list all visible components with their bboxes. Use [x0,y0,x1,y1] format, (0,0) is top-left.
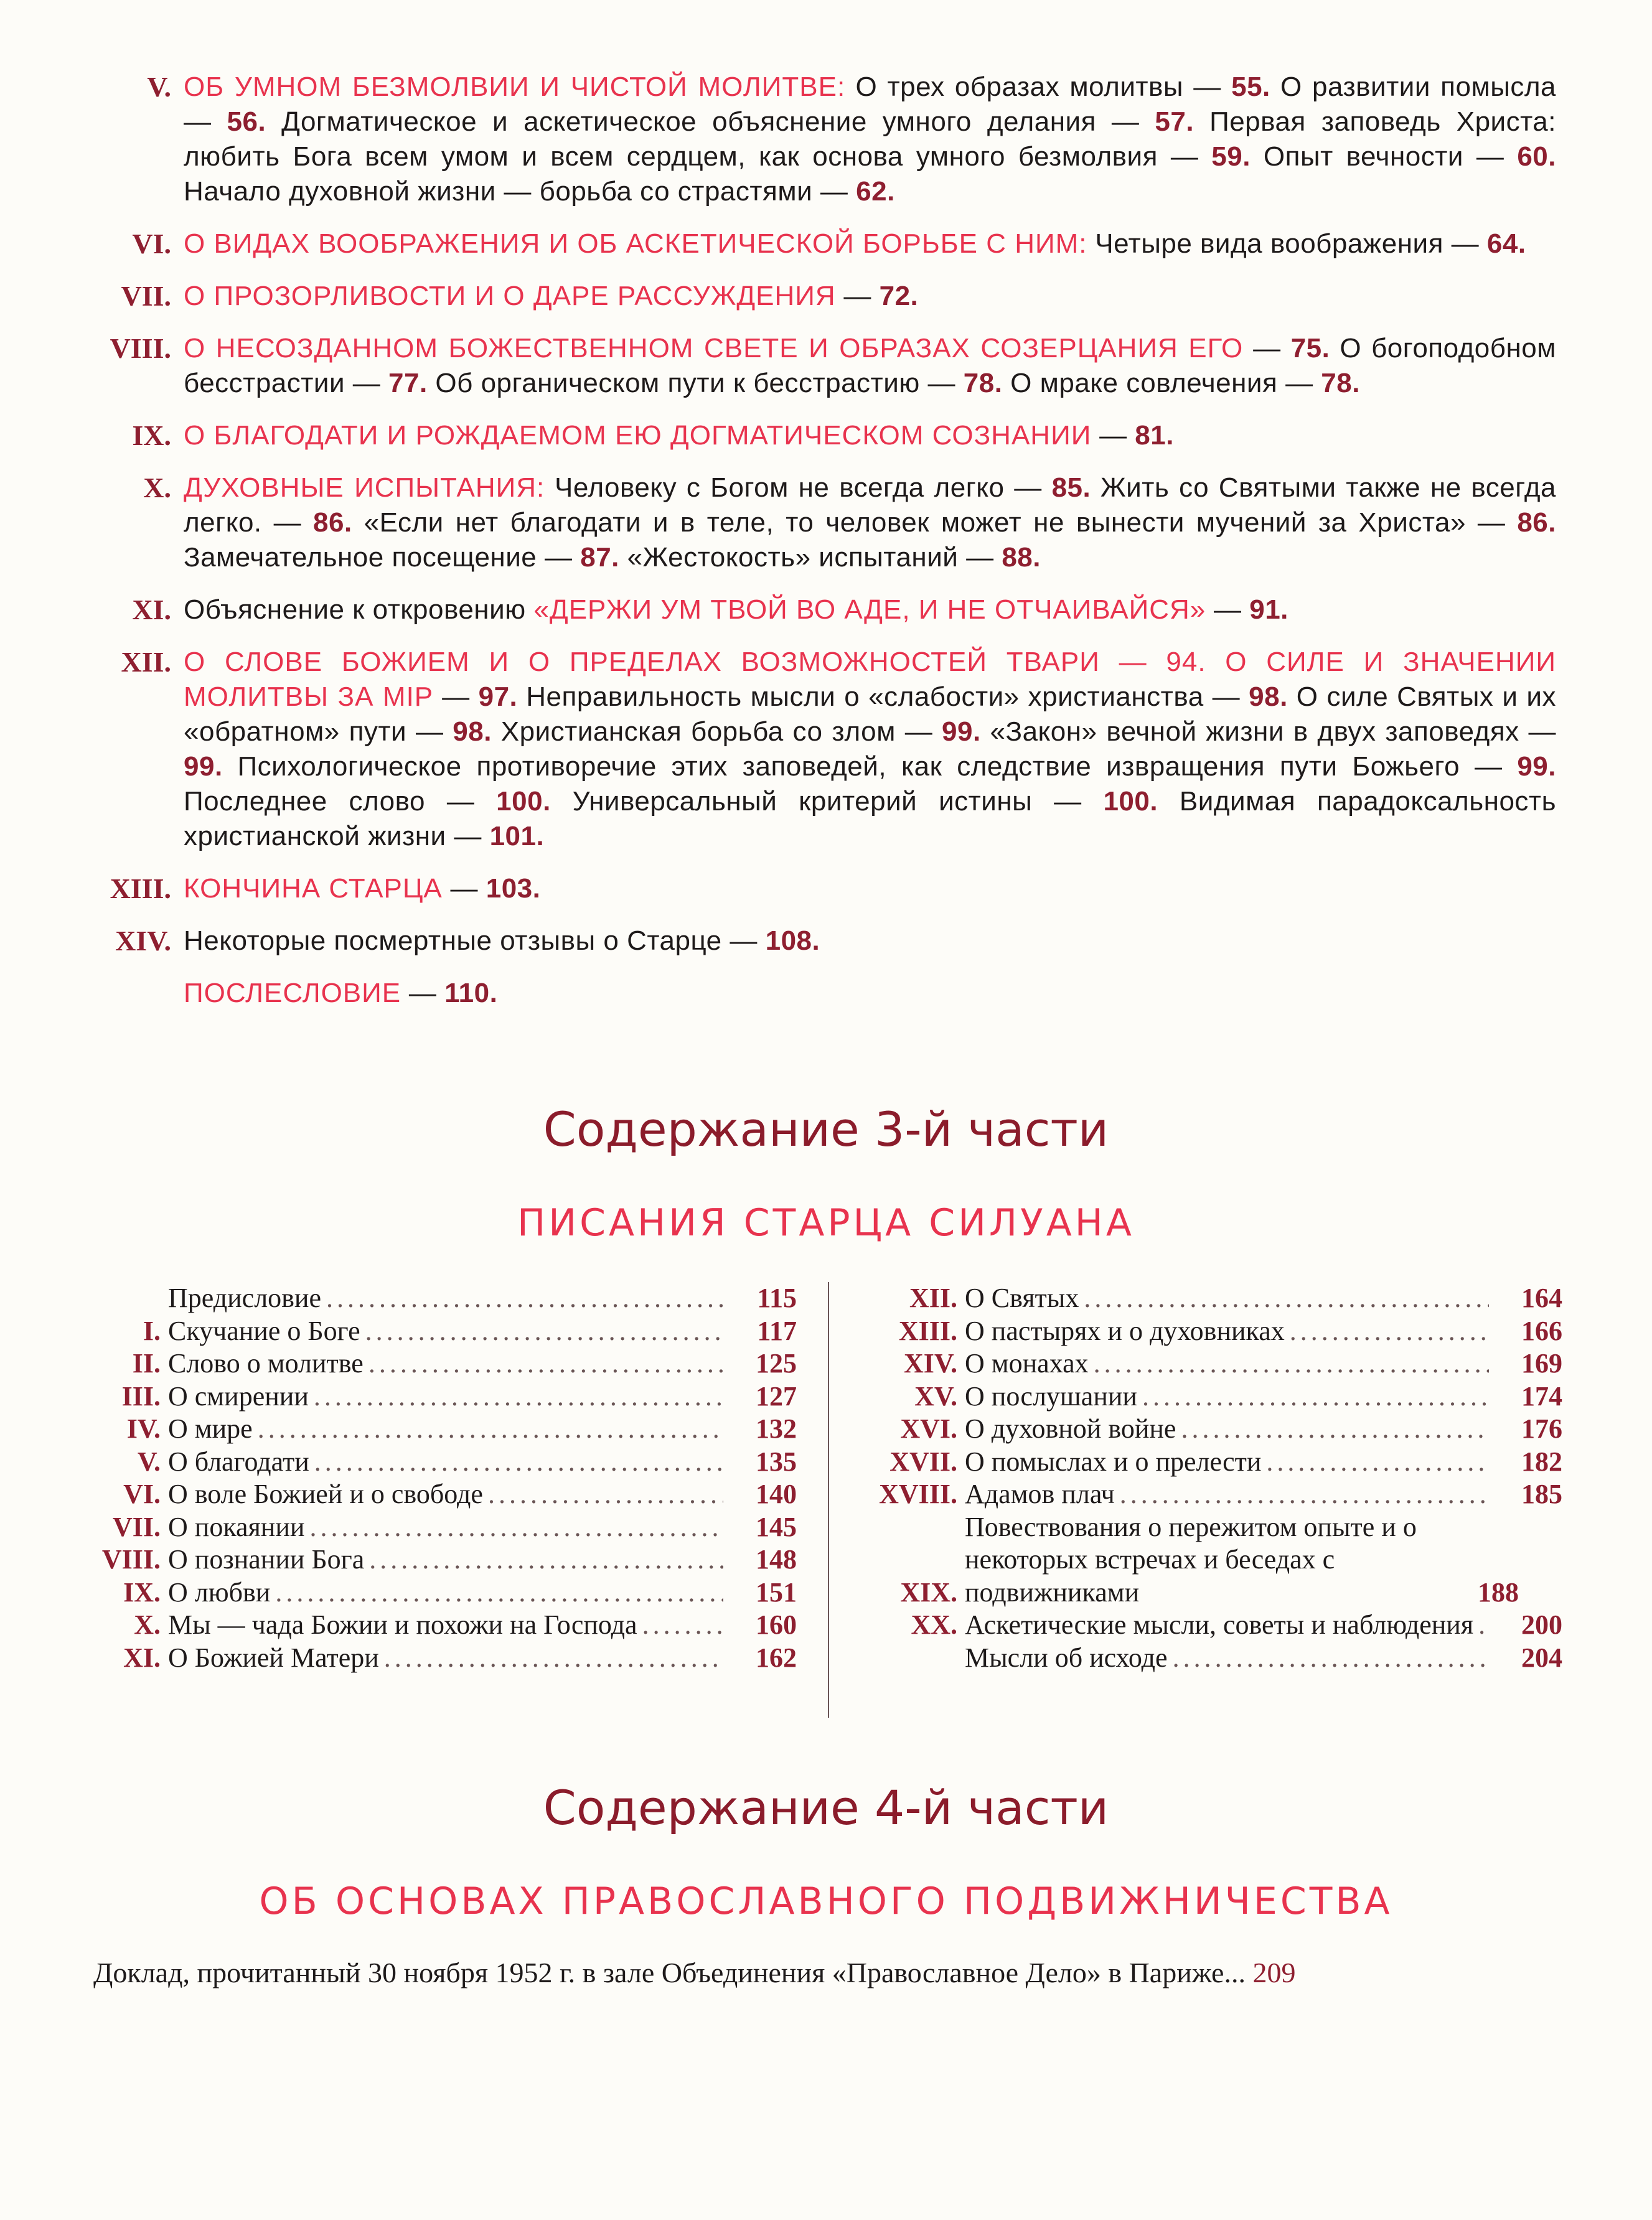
chapter-text [184,871,1556,906]
chapter-heading: КОНЧИНА СТАРЦА [184,873,443,904]
leader-dots [326,1282,723,1315]
page-number: 164 [1521,1283,1562,1313]
part2-entry [93,227,1556,261]
part3-right-column [847,1282,1562,1674]
chapter-number: XV. [914,1380,957,1412]
part3-title: Содержание 3-й части [543,1102,1109,1157]
leader-dots [1094,1347,1489,1380]
chapter-title: О духовной войне [965,1413,1176,1444]
chapter-heading: ДУХОВНЫЕ ИСПЫТАНИЯ: [184,472,545,503]
chapter-title: Повествования о пережитом опыте и о некоторых встречах и беседах с подвижниками [965,1511,1417,1608]
page-number: 127 [756,1380,797,1412]
chapter-description: «Жестокость» испытаний — [619,542,1002,573]
chapter-title: Адамов плач [965,1479,1115,1509]
chapter-description: О развитии помысла — [184,72,1556,137]
chapter-description: О трех образах молитвы — [845,72,1232,102]
chapter-text [184,924,1556,958]
chapter-number: IV. [126,1413,161,1444]
part2-entry [93,871,1556,906]
part2-contents [93,70,1556,1028]
chapter-title: О монахах [965,1348,1089,1379]
chapter-description: — [835,281,880,311]
leader-dots [384,1642,723,1675]
toc-row [847,1511,1562,1609]
chapter-heading: О НЕСОЗДАННОМ БОЖЕСТВЕННОМ СВЕТЕ И ОБРАЗАХ СОЗЕРЦАНИЯ ЕГО [184,333,1244,363]
chapter-heading: О ПРОЗОРЛИВОСТИ И О ДАРЕ РАССУЖДЕНИЯ [184,281,836,311]
page-number: 188 [1478,1576,1519,1608]
leader-dots [642,1609,723,1642]
page-number: 55. [1231,72,1270,102]
part4-title: Содержание 4-й части [543,1780,1109,1835]
page-number: 100. [496,786,551,817]
chapter-number: XII. [121,646,171,678]
chapter-title: О познании Бога [168,1544,365,1575]
toc-row [93,1478,797,1511]
chapter-heading: ОБ УМНОМ БЕЗМОЛВИИ И ЧИСТОЙ МОЛИТВЕ: [184,72,846,102]
chapter-description: Некоторые посмертные отзывы о Старце — [184,925,766,956]
part2-entry [93,976,1556,1011]
page-number: 145 [756,1511,797,1542]
toc-row [93,1609,797,1642]
page-number: 78. [1321,368,1360,398]
chapter-description: — [442,873,486,904]
page-number: 100. [1103,786,1158,817]
page-number: 204 [1521,1642,1562,1673]
leader-dots [1266,1446,1489,1479]
page-number: 88. [1002,542,1041,573]
page-number: 91. [1249,594,1288,625]
chapter-number: XVI. [900,1413,957,1444]
page-number: 98. [453,716,492,747]
leader-dots [1173,1642,1489,1675]
part2-entry [93,418,1556,453]
chapter-text [184,645,1556,854]
chapter-description: — [1091,420,1135,451]
chapter-number: VI. [132,228,171,260]
chapter-description: — [1243,333,1291,363]
page-number: 72. [879,281,919,311]
chapter-title: Мысли об исходе [965,1642,1168,1673]
page-number: 56. [227,106,266,137]
chapter-description: Объяснение к откровению [184,594,534,625]
page-number: 87. [580,542,619,573]
chapter-number: XIV. [115,925,171,957]
page-number: 148 [756,1544,797,1575]
page-number: 86. [1517,507,1556,538]
toc-row [93,1642,797,1675]
chapter-number: II. [132,1348,161,1379]
part2-entry [93,331,1556,401]
page-number: 60. [1517,141,1556,172]
chapter-number: X. [143,472,171,503]
leader-dots [488,1478,723,1511]
part4-entry-text: Доклад, прочитанный 30 ноября 1952 г. в зале Объединения «Православное Дело» в Париже... [93,1957,1246,1988]
chapter-number: VII. [121,280,171,312]
leader-dots [368,1347,723,1380]
chapter-title: О мире [168,1413,253,1444]
chapter-number: XVIII. [879,1479,957,1509]
chapter-title: О любви [168,1576,271,1608]
chapter-description: «Если нет благодати и в теле, то человек может не вынести мучений за Христа» — [352,507,1518,538]
page-number: 169 [1521,1348,1562,1379]
chapter-text [184,70,1556,209]
chapter-description: Догматическое и аскетическое объяснение умного делания — [266,106,1155,137]
chapter-number: IX. [123,1576,161,1608]
chapter-description: Христианская борьба со злом — [491,716,942,747]
page-number: 151 [756,1576,797,1608]
chapter-description: Первая заповедь Христа: любить Бога всем умом и всем сердцем, как основа умного безмолвия — [184,106,1556,172]
part4-entry [93,1956,1562,1989]
toc-row [847,1642,1562,1675]
leader-dots [369,1543,723,1576]
page-number: 98. [1249,681,1288,712]
chapter-description: Психологическое противоречие этих заповедей, как следствие извращения пути Божьего — [222,751,1518,782]
chapter-description: О силе Святых и их «обратном» пути — [184,681,1557,747]
chapter-description: «Закон» вечной жизни в двух заповедях — [980,716,1556,747]
page-number: 62. [856,176,895,207]
chapter-description: Последнее слово — [184,786,497,817]
page-number: 176 [1521,1413,1562,1444]
page-number: 78. [963,368,1003,398]
page-number: 132 [756,1413,797,1444]
part2-entry [93,592,1556,627]
page-number: 64. [1486,228,1526,259]
chapter-heading: О БЛАГОДАТИ И РОЖДАЕМОМ ЕЮ ДОГМАТИЧЕСКОМ СОЗНАНИИ [184,420,1092,451]
chapter-number: XIV. [903,1348,957,1379]
chapter-title: О помыслах и о прелести [965,1446,1262,1477]
chapter-number: XII. [909,1283,957,1313]
chapter-number: XIII. [898,1315,957,1346]
page-number: 174 [1521,1380,1562,1412]
chapter-description: О мраке совлечения — [1002,368,1321,398]
page-number: 99. [942,716,981,747]
chapter-number: I. [143,1315,161,1346]
chapter-text [184,592,1556,627]
page-number: 108. [765,925,820,956]
toc-row [847,1446,1562,1479]
toc-row [847,1478,1562,1511]
leader-dots [1084,1282,1489,1315]
leader-dots [1181,1413,1489,1446]
toc-row [847,1347,1562,1380]
chapter-heading: О СЛОВЕ БОЖИЕМ И О ПРЕДЕЛАХ ВОЗМОЖНОСТЕЙ ТВАРИ — 94. О СИЛЕ И ЗНАЧЕНИИ МОЛИТВЫ ЗА МIР [184,647,1556,712]
part4-entry-page: 209 [1252,1957,1296,1988]
leader-dots [275,1576,723,1609]
toc-row [93,1446,797,1479]
toc-row [93,1380,797,1413]
chapter-text [184,331,1556,401]
chapter-description: Неправильность мысли о «слабости» христианства — [517,681,1249,712]
page-number: 166 [1521,1315,1562,1346]
chapter-number: XX. [911,1609,957,1640]
part4-subtitle: ОБ ОСНОВАХ ПРАВОСЛАВНОГО ПОДВИЖНИЧЕСТВА [259,1880,1393,1923]
chapter-text [184,227,1556,261]
chapter-title: О покаянии [168,1511,305,1542]
chapter-title: О Святых [965,1283,1079,1313]
part3-left-column [93,1282,797,1674]
leader-dots [365,1315,723,1348]
chapter-number: XI. [132,594,171,625]
chapter-title: О благодати [168,1446,309,1477]
leader-dots [314,1446,723,1479]
toc-row [93,1347,797,1380]
page-number: 101. [489,821,545,851]
toc-row [847,1609,1562,1642]
chapter-number: XIII. [110,873,171,904]
page-number: 125 [756,1348,797,1379]
chapter-title: О воле Божией и о свободе [168,1479,483,1509]
leader-dots [309,1511,723,1544]
chapter-description: О богоподобном бесстрастии — [184,333,1556,398]
chapter-heading: ПОСЛЕСЛОВИЕ [184,978,401,1008]
chapter-text [184,976,1556,1011]
page-number: 59. [1211,141,1251,172]
chapter-title: О смирении [168,1380,309,1412]
page-number: 185 [1521,1479,1562,1509]
toc-row [847,1380,1562,1413]
page-number: 182 [1521,1446,1562,1477]
toc-row [847,1413,1562,1446]
chapter-number: IX. [132,419,171,451]
chapter-description: Видимая парадоксальность христианской жизни — [184,786,1557,851]
part2-entry [93,924,1556,958]
page-number: 85. [1051,472,1091,503]
page-number: 57. [1155,106,1194,137]
chapter-description: Человеку с Богом не всегда легко — [545,472,1052,503]
page-number: 117 [757,1315,797,1346]
leader-dots [1290,1315,1489,1348]
chapter-heading: О ВИДАХ ВООБРАЖЕНИЯ И ОБ АСКЕТИЧЕСКОЙ БОРЬБЕ С НИМ: [184,228,1087,259]
chapter-title: О Божией Матери [168,1642,379,1673]
chapter-number: V. [137,1446,161,1477]
chapter-number: VII. [112,1511,161,1542]
page-number: 81. [1135,420,1174,451]
column-divider [828,1282,829,1718]
chapter-number: III. [121,1380,161,1412]
chapter-title: Предисловие [168,1283,321,1313]
chapter-title: О послушании [965,1380,1137,1412]
page-number: 135 [756,1446,797,1477]
chapter-description: Четыре вида воображения — [1087,228,1487,259]
leader-dots [1478,1609,1489,1642]
chapter-number: VI. [123,1479,161,1509]
chapter-title: Мы — чада Божии и похожи на Господа [168,1609,637,1640]
toc-row [93,1576,797,1609]
chapter-text [184,279,1556,314]
part2-entry [93,471,1556,575]
chapter-description: — [401,978,445,1008]
page-number: 75. [1290,333,1330,363]
leader-dots [258,1413,723,1446]
page-number: 77. [388,368,428,398]
chapter-number: VIII. [110,332,171,364]
part2-entry [93,70,1556,209]
part3-subtitle: ПИСАНИЯ СТАРЦА СИЛУАНА [517,1201,1135,1245]
toc-row [93,1315,797,1348]
page-number: 99. [1517,751,1556,782]
chapter-title: О пастырях и о духовниках [965,1315,1285,1346]
chapter-description: Об органическом пути к бесстрастию — [427,368,964,398]
toc-row [847,1315,1562,1348]
page-number: 97. [478,681,518,712]
toc-row [93,1511,797,1544]
chapter-heading: «ДЕРЖИ УМ ТВОЙ ВО АДЕ, И НЕ ОТЧАИВАЙСЯ» [533,594,1206,625]
toc-row [93,1543,797,1576]
chapter-text [184,418,1556,453]
part2-entry [93,279,1556,314]
chapter-description: — [433,681,479,712]
page-number: 86. [313,507,352,538]
chapter-description: Начало духовной жизни — борьба со страстями — [184,176,857,207]
chapter-number: XVII. [889,1446,957,1477]
page-number: 162 [756,1642,797,1673]
chapter-text [184,471,1556,575]
leader-dots [1120,1478,1489,1511]
page-number: 200 [1521,1609,1562,1640]
chapter-description: Жить со Святыми также не всегда легко. — [184,472,1556,538]
chapter-description: Универсальный критерий истины — [550,786,1104,817]
chapter-title: Слово о молитве [168,1348,364,1379]
chapter-number: V. [147,71,171,103]
chapter-title: Скучание о Боге [168,1315,360,1346]
page-number: 160 [756,1609,797,1640]
page-number: 110. [444,978,498,1008]
chapter-description: — [1206,594,1250,625]
chapter-number: VIII. [101,1544,161,1575]
page-number: 140 [756,1479,797,1509]
chapter-number: XI. [123,1642,161,1673]
leader-dots [1142,1380,1489,1413]
page-number: 103. [486,873,541,904]
toc-row [847,1282,1562,1315]
toc-row [93,1413,797,1446]
chapter-number: X. [134,1609,161,1640]
leader-dots [314,1380,723,1413]
chapter-number: XIX. [900,1576,957,1608]
chapter-title: Аскетические мысли, советы и наблюдения [965,1609,1474,1640]
chapter-description: Опыт вечности — [1250,141,1518,172]
page-number: 115 [757,1283,797,1313]
chapter-description: Замечательное посещение — [184,542,581,573]
page-number: 99. [184,751,223,782]
toc-row [93,1282,797,1315]
part2-entry [93,645,1556,854]
